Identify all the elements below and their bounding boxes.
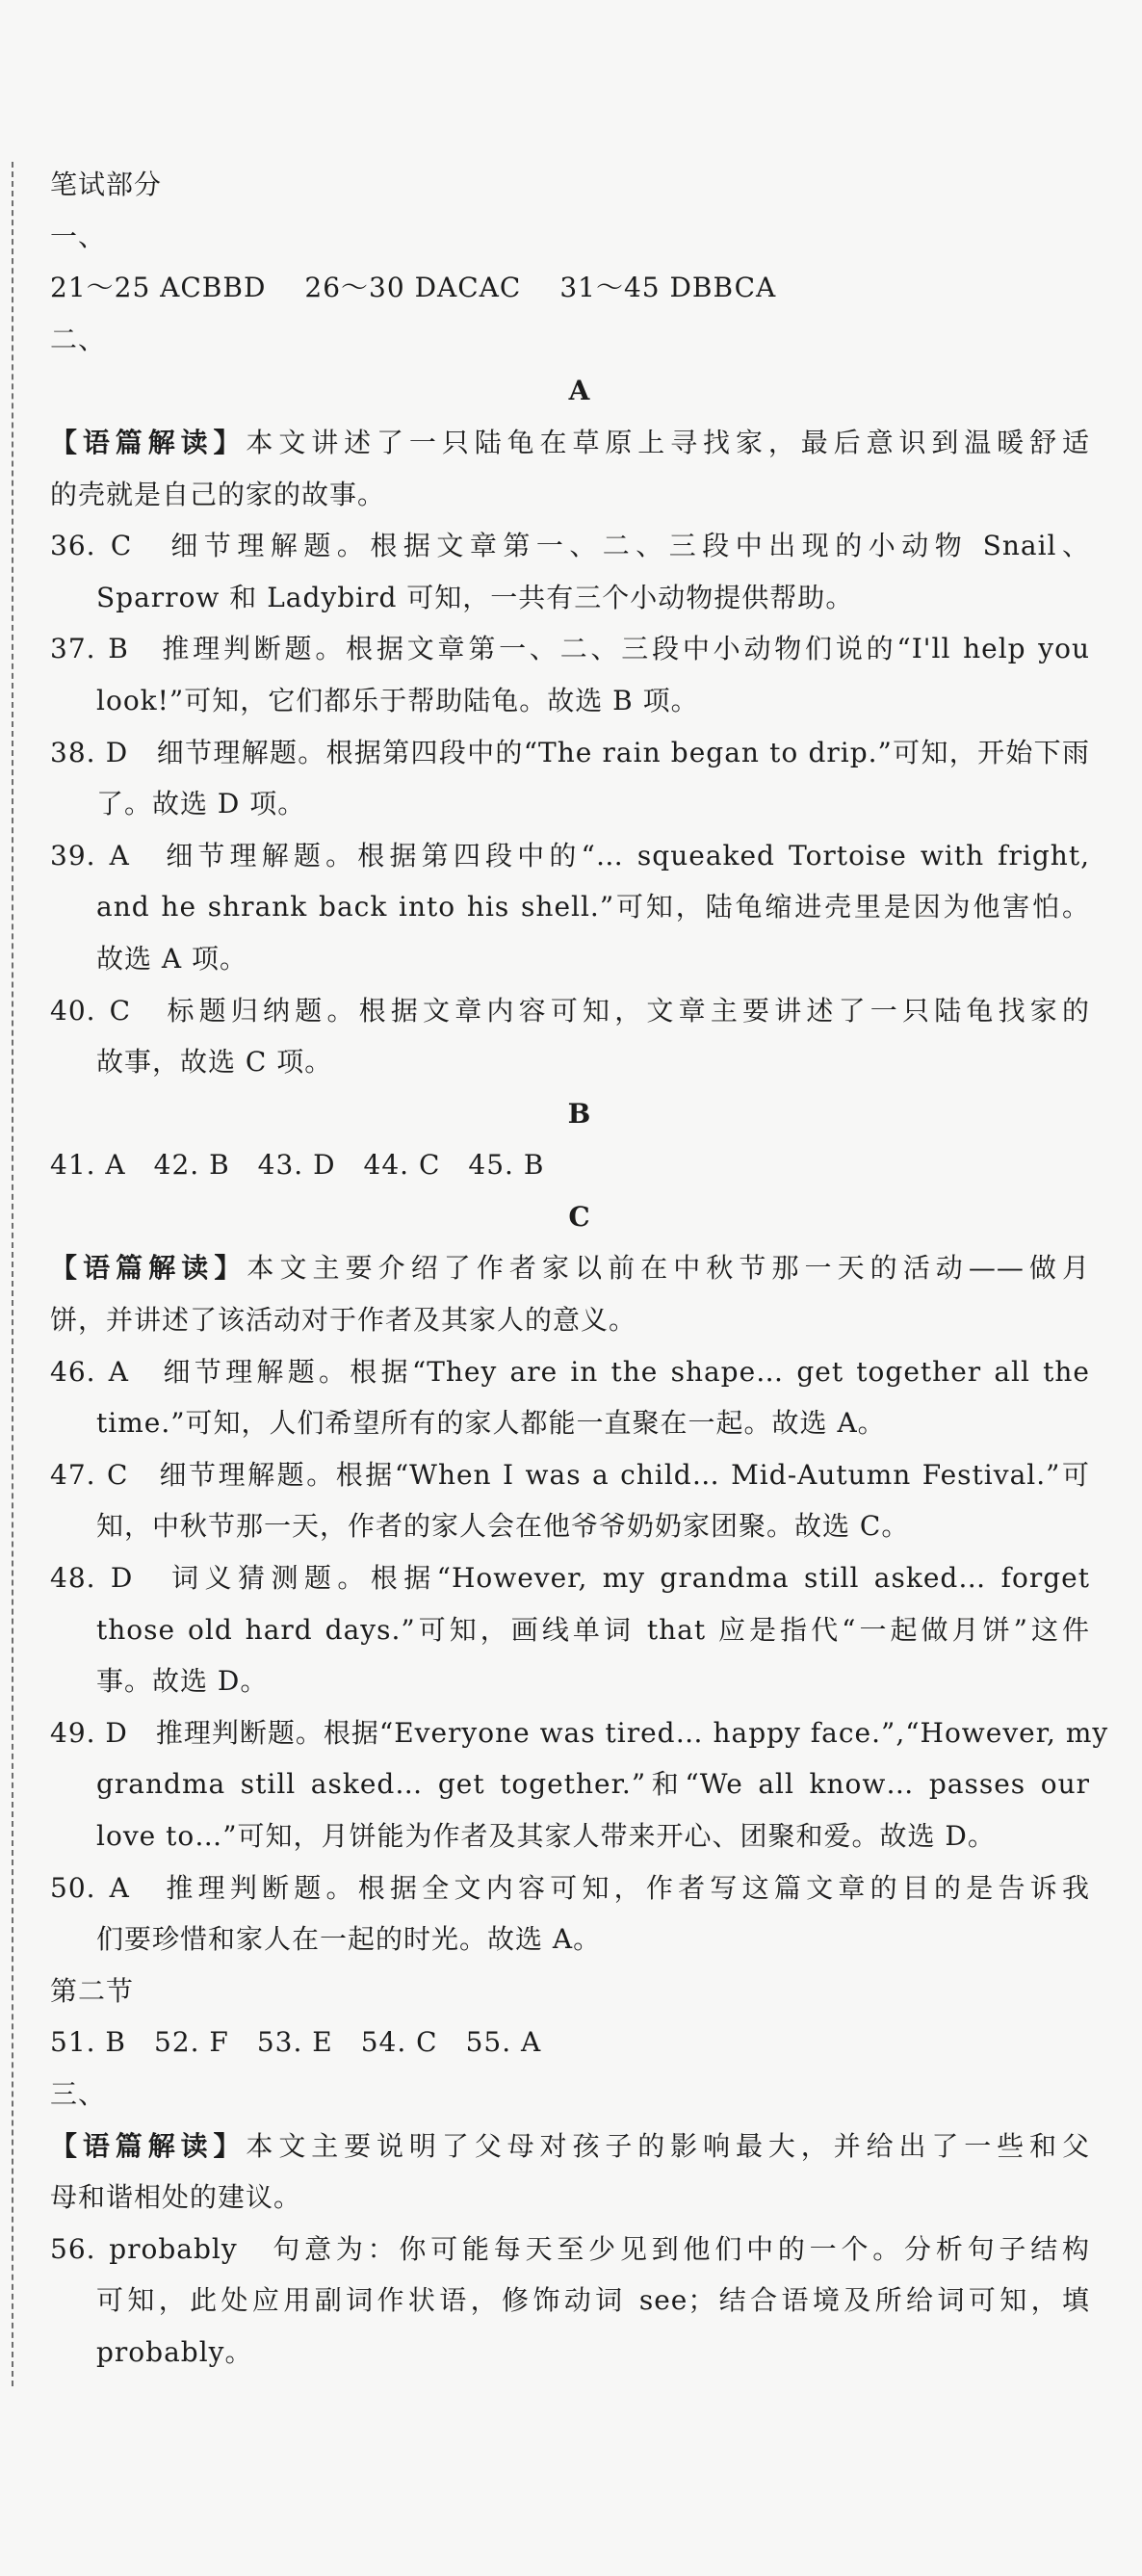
answer-49: 49. D 推理判断题。根据“Everyone was tired… happy face.”,“However, my	[50, 1716, 1109, 1749]
answer-39-cont: and he shrank back into his shell.”可知，陆龟缩进壳里是因为他害怕。	[96, 891, 1090, 924]
part3-summary-line-2: 母和谐相处的建议。	[50, 2181, 302, 2214]
answer-47-cont: 知，中秋节那一天，作者的家人会在他爷爷奶奶家团聚。故选 C。	[96, 1510, 910, 1543]
answer-group-1: 21～25 ACBBD	[50, 272, 267, 304]
section-title: 笔试部分	[50, 169, 163, 200]
margin-dashed-line	[12, 162, 13, 2386]
answer-46-cont: time.”可知，人们希望所有的家人都能一直聚在一起。故选 A。	[96, 1407, 886, 1440]
answer-38-cont: 了。故选 D 项。	[96, 788, 306, 820]
answer-36: 36. C 细节理解题。根据文章第一、二、三段中出现的小动物 Snail、	[50, 530, 1090, 562]
part2-label: 二、	[50, 323, 107, 355]
passage-a-summary-line-2: 的壳就是自己的家的故事。	[50, 478, 386, 510]
part1-label: 一、	[50, 220, 107, 252]
answer-group-3: 31～45 DBBCA	[559, 272, 777, 304]
passage-a-summary-line-1: 【语篇解读】本文讲述了一只陆龟在草原上寻找家，最后意识到温暖舒适	[50, 426, 1090, 458]
answer-56-cont-2: probably。	[96, 2335, 253, 2368]
answer-37: 37. B 推理判断题。根据文章第一、二、三段中小动物们说的“I'll help you	[50, 633, 1090, 665]
answer-48-cont-2: 事。故选 D。	[96, 1665, 269, 1698]
answer-56: 56. probably 句意为：你可能每天至少见到他们中的一个。分析句子结构	[50, 2232, 1090, 2265]
answer-47: 47. C 细节理解题。根据“When I was a child… Mid-Autumn Festival.”可	[50, 1458, 1090, 1491]
passage-c-summary-line-2: 饼，并讲述了该活动对于作者及其家人的意义。	[50, 1304, 637, 1337]
answer-48-cont: those old hard days.”可知，画线单词 that 应是指代“一起做月饼”这件	[96, 1613, 1090, 1646]
part3-label: 三、	[50, 2077, 107, 2110]
section2-answers: 51. B 52. F 53. E 54. C 55. A	[50, 2026, 542, 2059]
answer-49-cont-2: love to…”可知，月饼能为作者及其家人带来开心、团聚和爱。故选 D。	[96, 1820, 996, 1852]
answer-40-cont: 故事，故选 C 项。	[96, 1046, 333, 1079]
answer-36-cont: Sparrow 和 Ladybird 可知，一共有三个小动物提供帮助。	[96, 581, 854, 613]
answer-39: 39. A 细节理解题。根据第四段中的“… squeaked Tortoise with fright,	[50, 839, 1090, 872]
answer-56-cont: 可知，此处应用副词作状语，修饰动词 see；结合语境及所给词可知，填	[96, 2284, 1090, 2317]
section2-label: 第二节	[50, 1974, 135, 2007]
passage-a-heading: A	[568, 375, 591, 407]
answer-50: 50. A 推理判断题。根据全文内容可知，作者写这篇文章的目的是告诉我	[50, 1871, 1090, 1904]
reading-tag: 【语篇解读】	[50, 2129, 247, 2162]
answer-50-cont: 们要珍惜和家人在一起的时光。故选 A。	[96, 1923, 602, 1956]
answer-48: 48. D 词义猜测题。根据“However, my grandma still asked… forget	[50, 1562, 1090, 1595]
answer-40: 40. C 标题归纳题。根据文章内容可知，文章主要讲述了一只陆龟找家的	[50, 994, 1090, 1027]
part3-summary-line-1: 【语篇解读】本文主要说明了父母对孩子的影响最大，并给出了一些和父	[50, 2129, 1090, 2162]
answer-37-cont: look!”可知，它们都乐于帮助陆龟。故选 B 项。	[96, 684, 699, 716]
passage-c-heading: C	[568, 1200, 591, 1233]
answer-group-2: 26～30 DACAC	[304, 272, 522, 304]
reading-tag: 【语篇解读】	[50, 426, 247, 458]
passage-b-answers: 41. A 42. B 43. D 44. C 45. B	[50, 1149, 545, 1182]
part1-answers	[50, 262, 1090, 314]
reading-tag: 【语篇解读】	[50, 1252, 247, 1285]
answer-46: 46. A 细节理解题。根据“They are in the shape… get together all the	[50, 1355, 1090, 1388]
answer-49-cont: grandma still asked… get together.”和“We all know… passes our	[96, 1768, 1090, 1801]
answer-39-cont-2: 故选 A 项。	[96, 942, 248, 975]
answer-key-page	[50, 159, 1109, 2379]
answer-38: 38. D 细节理解题。根据第四段中的“The rain began to drip.”可知，开始下雨	[50, 736, 1090, 768]
passage-c-summary-line-1: 【语篇解读】本文主要介绍了作者家以前在中秋节那一天的活动——做月	[50, 1252, 1090, 1285]
passage-b-heading: B	[567, 1097, 592, 1130]
